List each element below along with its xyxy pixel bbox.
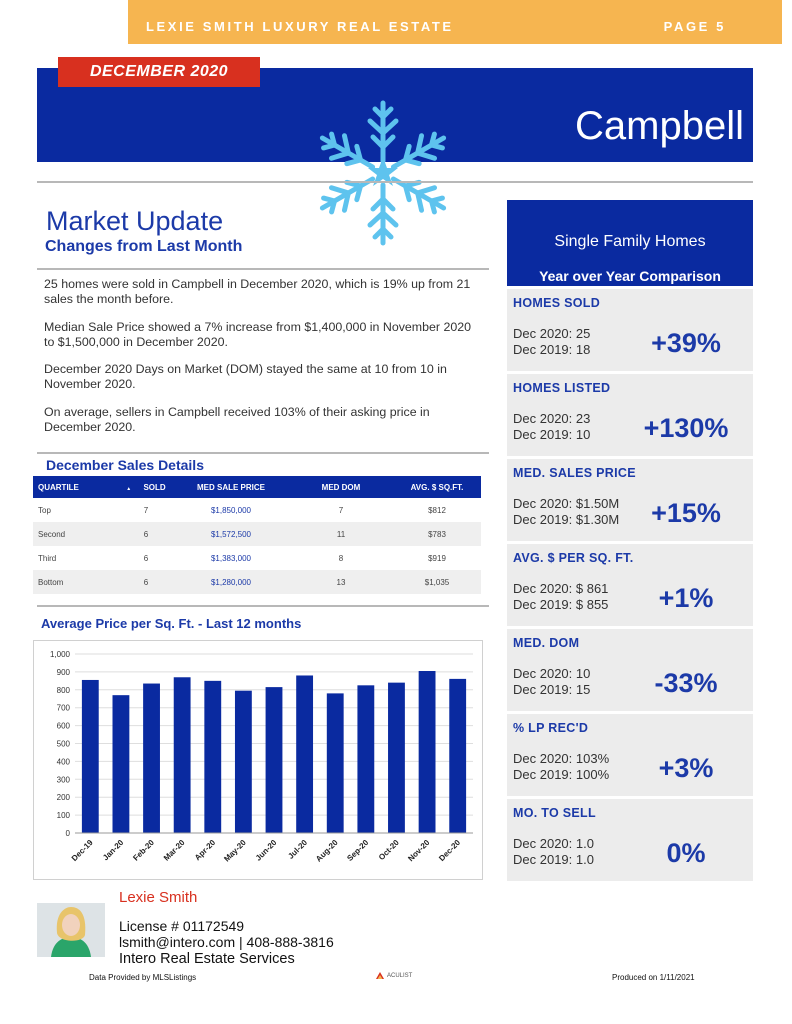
sales-details-table [33, 476, 481, 594]
sort-arrow-icon: ▲ [126, 485, 132, 492]
y-tick-label: 100 [56, 811, 70, 821]
bar [388, 683, 405, 833]
column-header-avg-sqft[interactable] [393, 476, 481, 498]
stat-change: 0% [666, 838, 706, 868]
price-cell: $1,383,000 [210, 553, 252, 563]
dom-cell: 7 [338, 505, 344, 515]
x-tick-label: Jan-20 [101, 838, 126, 863]
sold-cell: 6 [119, 570, 173, 594]
agent-contact: lsmith@intero.com | 408-888-3816 [119, 934, 334, 950]
bar [327, 693, 344, 833]
stat-change: +3% [658, 753, 714, 783]
column-header-label: SOLD [143, 482, 166, 492]
table-row [33, 498, 481, 522]
y-tick-label: 800 [56, 685, 70, 695]
bar [82, 680, 99, 833]
stat-change: +15% [651, 498, 721, 528]
bar [266, 687, 283, 833]
stat-previous: Dec 2019: 1.0 [513, 852, 594, 867]
stat-current: Dec 2020: 10 [513, 666, 591, 681]
y-tick-label: 300 [56, 775, 70, 785]
column-header-med-sale-price[interactable] [173, 476, 289, 498]
stat-title: MO. TO SELL [513, 806, 596, 820]
sqft-cell: $783 [393, 522, 481, 546]
stat-title: HOMES SOLD [513, 296, 601, 310]
agent-photo [37, 903, 105, 957]
chart-frame [34, 641, 483, 880]
page-number: PAGE 5 [663, 19, 726, 34]
bar [204, 681, 221, 833]
quartile-cell: Bottom [33, 570, 119, 594]
stat-change: +1% [658, 583, 714, 613]
stat-previous: Dec 2019: 100% [513, 767, 610, 782]
sold-cell: 6 [119, 522, 173, 546]
market-update-title: Market Update [46, 206, 224, 236]
x-tick-label: Jun-20 [253, 838, 279, 863]
quartile-cell: Top [38, 505, 51, 515]
date-badge: DECEMBER 2020 [58, 57, 260, 87]
stat-previous: Dec 2019: $ 855 [513, 597, 609, 612]
chart-divider [37, 605, 489, 607]
stat-current: Dec 2020: 25 [513, 326, 591, 341]
stat-title: % LP REC'D [513, 721, 589, 735]
x-tick-label: Dec-19 [69, 838, 95, 863]
price-cell: $1,280,000 [173, 570, 289, 594]
y-tick-label: 1,000 [49, 650, 70, 659]
agent-company: Intero Real Estate Services [119, 951, 295, 967]
y-tick-label: 700 [56, 703, 70, 713]
stat-current: Dec 2020: 103% [513, 751, 610, 766]
stat-change: +130% [643, 413, 729, 443]
sqft-cell: $1,035 [393, 570, 481, 594]
section-divider [37, 181, 753, 183]
stat-change: +39% [651, 328, 721, 358]
x-tick-label: Nov-20 [406, 838, 432, 864]
stat-card-mo-to-sell [507, 799, 753, 881]
x-tick-label: Feb-20 [131, 838, 156, 863]
stat-previous: Dec 2019: 18 [513, 342, 591, 357]
bar [296, 675, 313, 833]
stat-title: AVG. $ PER SQ. FT. [513, 551, 634, 565]
table-header-row [33, 476, 481, 498]
agent-name: Lexie Smith [119, 889, 198, 906]
chart-title: Average Price per Sq. Ft. - Last 12 months [41, 616, 302, 631]
sidebar-title: Single Family Homes [554, 233, 706, 250]
data-source-note: Data Provided by MLSListings [89, 973, 197, 982]
bar [449, 679, 466, 833]
top-header-bar [128, 0, 782, 44]
sold-cell: 7 [143, 505, 149, 515]
stat-current: Dec 2020: 1.0 [513, 836, 594, 851]
column-header-sold[interactable] [119, 476, 173, 498]
update-paragraph: December 2020 Days on Market (DOM) stayed the same at 10 from 10 in November 2020. [44, 362, 447, 391]
bar [113, 695, 130, 833]
stat-card-avg-per-sqft [507, 544, 753, 626]
sidebar-subtitle: Year over Year Comparison [539, 268, 721, 284]
y-tick-label: 400 [56, 757, 70, 767]
stat-card-med-dom [507, 629, 753, 711]
update-paragraph: Median Sale Price showed a 7% increase from $1,400,000 in November 2020 to $1,500,000 in December 2020. [44, 320, 472, 349]
x-tick-label: Jul-20 [286, 838, 310, 861]
sidebar-header [507, 200, 753, 286]
stat-card-homes-sold [507, 289, 753, 371]
market-update-subtitle: Changes from Last Month [45, 238, 243, 255]
update-paragraph: On average, sellers in Campbell received 103% of their asking price in December 2020. [44, 405, 430, 434]
y-tick-label: 500 [56, 739, 70, 749]
column-header-label: MED DOM [321, 482, 361, 492]
stat-title: HOMES LISTED [513, 381, 611, 395]
stat-card-lp-recd [507, 714, 753, 796]
x-tick-label: Sep-20 [345, 838, 371, 863]
quartile-cell: Third [38, 553, 57, 563]
stat-card-homes-listed [507, 374, 753, 456]
quartile-cell: Second [33, 522, 119, 546]
x-tick-label: Dec-20 [437, 838, 463, 863]
update-paragraph: 25 homes were sold in Campbell in December 2020, which is 19% up from 21 sales the month before. [44, 277, 471, 306]
x-tick-label: May-20 [222, 838, 248, 864]
column-header-label: MED SALE PRICE [196, 482, 265, 492]
sold-cell: 6 [143, 553, 149, 563]
price-per-sqft-chart [33, 640, 483, 880]
city-title: Campbell [575, 104, 744, 148]
snowflake-icon [308, 98, 458, 248]
bar [357, 685, 374, 833]
bar [419, 671, 436, 833]
y-tick-label: 900 [56, 667, 70, 677]
sqft-cell: $919 [428, 553, 446, 563]
agent-photo-graphic [37, 903, 105, 957]
yoy-sidebar [507, 200, 753, 881]
y-tick-label: 200 [56, 793, 70, 803]
x-tick-label: Aug-20 [314, 838, 340, 864]
stat-previous: Dec 2019: $1.30M [513, 512, 620, 527]
y-tick-label: 600 [56, 721, 70, 731]
column-header-med-dom[interactable] [289, 476, 393, 498]
stat-previous: Dec 2019: 15 [513, 682, 591, 697]
produced-date: Produced on 1/11/2021 [612, 973, 695, 982]
brand-name: LEXIE SMITH LUXURY REAL ESTATE [146, 19, 454, 34]
bar [235, 691, 252, 833]
stat-card-med-sales-price [507, 459, 753, 541]
sqft-cell: $812 [428, 505, 446, 515]
stat-change: -33% [654, 668, 718, 698]
sales-details-divider [37, 452, 489, 454]
x-tick-label: Oct-20 [376, 838, 401, 863]
x-tick-label: Mar-20 [161, 838, 187, 863]
stat-title: MED. DOM [513, 636, 580, 650]
bar [143, 684, 160, 833]
stat-current: Dec 2020: $ 861 [513, 581, 609, 596]
aculist-logo-icon [376, 972, 384, 979]
x-tick-label: Apr-20 [192, 838, 218, 863]
y-tick-label: 0 [65, 829, 70, 838]
aculist-logo [376, 972, 412, 979]
column-header-label: QUARTILE [38, 482, 79, 492]
column-header-quartile[interactable] [33, 476, 119, 498]
price-cell: $1,572,500 [173, 522, 289, 546]
market-update-divider [37, 268, 489, 270]
sales-details-title: December Sales Details [46, 457, 204, 473]
column-header-label: AVG. $ SQ.FT. [410, 482, 464, 492]
stat-current: Dec 2020: $1.50M [513, 496, 620, 511]
price-cell: $1,850,000 [210, 505, 252, 515]
dom-cell: 11 [289, 522, 393, 546]
bar [174, 677, 191, 833]
agent-license: License # 01172549 [119, 918, 245, 934]
aculist-logo-text: ACULIST [387, 972, 413, 979]
table-row [33, 546, 481, 570]
stat-title: MED. SALES PRICE [513, 466, 636, 480]
dom-cell: 8 [338, 553, 344, 563]
stat-current: Dec 2020: 23 [513, 411, 591, 426]
table-row [33, 522, 481, 546]
table-row [33, 570, 481, 594]
dom-cell: 13 [289, 570, 393, 594]
stat-previous: Dec 2019: 10 [513, 427, 591, 442]
